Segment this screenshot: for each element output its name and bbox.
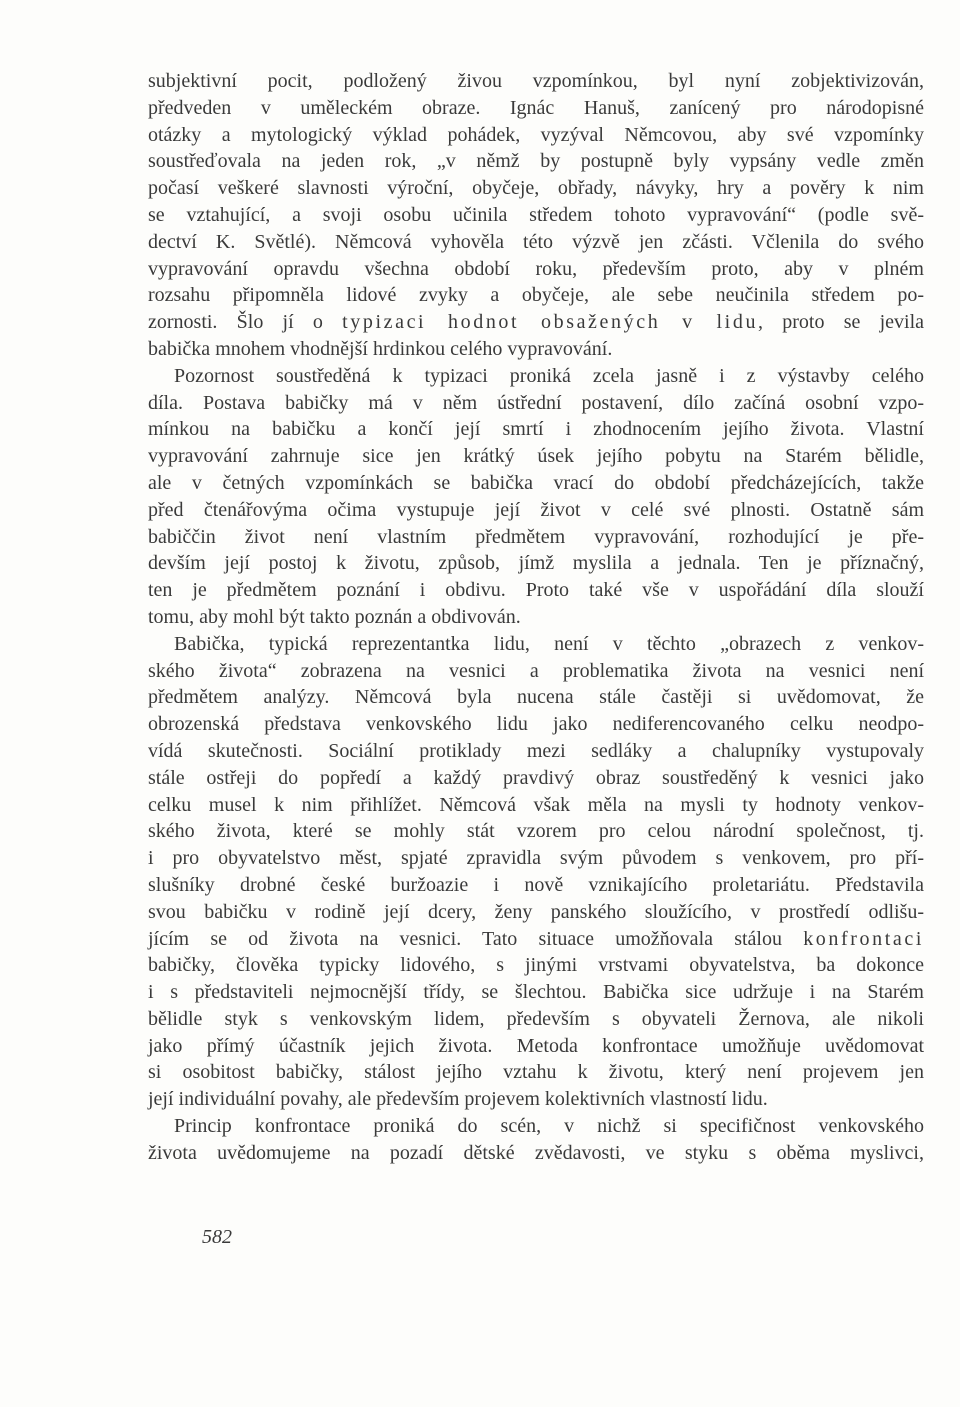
text-line: Babička, typická reprezentantka lidu, není v těchto „obrazech z venkov-: [174, 632, 924, 655]
text-line: celku musel k nim přihlížet. Němcová však měla na mysli ty hodnoty venkov-: [148, 793, 924, 816]
text-line: před čtenářovýma očima vystupuje její život v celé své plnosti. Ostatně sám: [148, 498, 924, 521]
text-line: předveden v uměleckém obraze. Ignác Hanuš, zanícený pro národopisné: [148, 96, 924, 119]
text-line: ského života“ zobrazena na vesnici a problematika života na vesnici není: [148, 659, 924, 682]
text-line: rozsahu připomněla lidové zvyky a obyčeje, ale sebe neučinila středem po-: [148, 284, 924, 307]
text-line: slušníky drobné české buržoazie i nově vznikajícího proletariátu. Představila: [148, 873, 924, 896]
text-line: se vztahující, a svoji osobu učinila středem tohoto vypravování“ (podle svě-: [148, 203, 924, 226]
text-line: vypravování zahrnuje sice jen krátký úsek jejího pobytu na Starém bělidle,: [148, 445, 924, 468]
text-line: stále ostřeji do popředí a každý pravdivý obraz soustředěný k vesnici jako: [148, 766, 924, 789]
text-line: Princip konfrontace proniká do scén, v nichž si specifičnost venkovského: [174, 1115, 924, 1138]
text-line: života uvědomujeme na pozadí dětské zvědavosti, ve styku s oběma myslivci,: [148, 1141, 924, 1164]
emphasis-text: typizaci hodnot obsažených v lidu: [342, 311, 759, 334]
text-line: díla. Postava babičky má v něm ústřední postavení, dílo začíná osobní vzpo-: [148, 391, 924, 414]
text-line: babiččin život není vlastním předmětem vypravování, rozhodující je pře-: [148, 525, 924, 548]
text-line: i s představiteli nejmocnější třídy, se šlechtou. Babička sice udržuje i na Starém: [148, 981, 924, 1004]
text-line: svou babičku v rodině její dcery, ženy panského sloužícího, v prostředí odlišu-: [148, 900, 924, 923]
text-line: jako přímý účastník jejich života. Metoda konfrontace umožňuje uvědomovat: [148, 1034, 924, 1057]
text-line: zornosti. Šlo jí o typizaci hodnot obsažených v lidu, proto se jevila: [148, 311, 924, 334]
text-line: její individuální povahy, ale především projevem kolektivních vlastností lidu.: [148, 1088, 768, 1111]
text-line: ského života, které se mohly stát vzorem pro celou národní společnost, tj.: [148, 820, 924, 843]
text-line: mínkou na babičku a končí její smrtí i zhodnocením jejího života. Vlastní: [148, 418, 924, 441]
text-line: soustřeďovala na jeden rok, „v němž by postupně byly vypsány vedle změn: [148, 150, 924, 173]
text-line: počasí veškeré slavnosti výroční, obyčeje, obřady, návyky, hry a pověry k nim: [148, 177, 924, 200]
emphasis-text: konfrontaci: [803, 927, 924, 950]
text-line: obrozenská představa venkovského lidu jako nediferencovaného celku neodpo-: [148, 713, 924, 736]
text-line: ten je předmětem poznání i obdivu. Proto také vše v uspořádání díla slouží: [148, 579, 924, 602]
text-line: ale v četných vzpomínkách se babička vrací do období předcházejících, takže: [148, 471, 924, 494]
text-line: vypravování opravdu všechna období roku, především proto, aby v plném: [148, 257, 924, 280]
text-line: vídá skutečnosti. Sociální protiklady mezi sedláky a chalupníky vystupovaly: [148, 739, 924, 762]
page-text: [148, 68, 924, 1167]
text-line: jícím se od života na vesnici. Tato situace umožňovala stálou konfrontaci: [148, 927, 924, 950]
text-line: subjektivní pocit, podložený živou vzpomínkou, byl nyní zobjektivizován,: [148, 70, 924, 92]
text-line: devším její postoj k životu, způsob, jímž myslila a jednala. Ten je příznačný,: [148, 552, 924, 575]
text-line: babičky, člověka typicky lidového, s jinými vrstvami obyvatelstva, ba dokonce: [148, 954, 924, 977]
text-line: dectví K. Světlé). Němcová vyhověla této výzvě jen zčásti. Včlenila do svého: [148, 230, 924, 253]
text-line: babička mnohem vhodnější hrdinkou celého vypravování.: [148, 337, 613, 360]
page-number: 582: [202, 1226, 232, 1248]
text-line: si osobitost babičky, stálost jejího vztahu k životu, který není projevem jen: [148, 1061, 924, 1084]
text-line: tomu, aby mohl být takto poznán a obdivován.: [148, 605, 521, 628]
text-line: otázky a mytologický výklad pohádek, vyzýval Němcovou, aby své vzpomínky: [148, 123, 924, 146]
text-line: Pozornost soustředěná k typizaci proniká zcela jasně i z výstavby celého: [174, 364, 924, 387]
text-line: i pro obyvatelstvo měst, spjaté zpravidla svým původem s venkovem, pro pří-: [148, 847, 924, 870]
text-line: bělidle styk s venkovským lidem, především s obyvateli Žernova, ale nikoli: [148, 1007, 924, 1030]
text-line: předmětem analýzy. Němcová byla nucena stále častěji si uvědomovat, že: [148, 686, 924, 709]
